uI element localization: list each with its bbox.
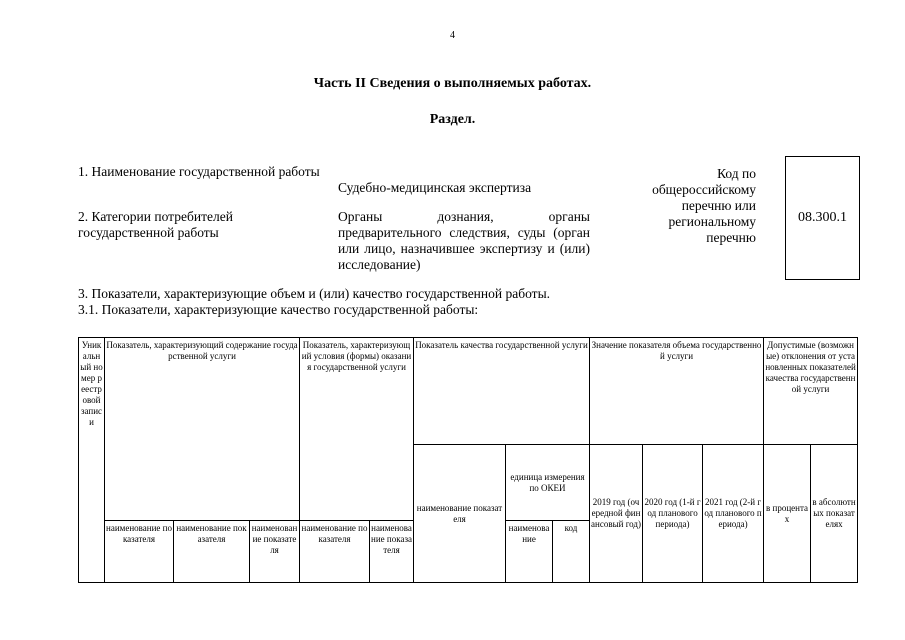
okei-code-header: код [553, 521, 590, 583]
consumers-value: Органы дознания, органы предварительного следствия, суды (орган или лицо, назначившее экспертизу и (или) исследование) [338, 209, 590, 272]
quality-indicators-table [78, 337, 858, 583]
conditions-sub-header-2: наименование показателя [370, 521, 414, 583]
conditions-sub-header-1: наименование показателя [300, 521, 370, 583]
quality-indicator-header: Показатель качества государственной услуги [414, 338, 590, 445]
page-number: 4 [450, 30, 455, 41]
code-box [785, 156, 860, 280]
part-title: Часть II Сведения о выполняемых работах. [313, 76, 592, 91]
section-title: Раздел. [429, 112, 476, 127]
indicators-heading [78, 286, 550, 318]
content-sub-header-1: наименование показателя [105, 521, 174, 583]
consumers-label: 2. Категории потребителей государственной работы [78, 209, 233, 240]
year-2021-header: 2021 год (2-й год планового периода) [703, 445, 764, 583]
code-label: Код по общероссийскому перечню или региональному перечню [652, 166, 756, 245]
work-name-value: Судебно-медицинская экспертиза [338, 180, 532, 195]
content-sub-header-3: наименование показателя [250, 521, 300, 583]
year-2020-header: 2020 год (1-й год планового периода) [643, 445, 703, 583]
deviation-header: Допустимые (возможные) отклонения от установленных показателей качества государственной услуги [764, 338, 858, 445]
conditions-indicator-header: Показатель, характеризующий условия (формы) оказания государственной услуги [300, 338, 414, 521]
quality-name-header: наименование показателя [414, 445, 506, 583]
unique-number-header: Уникальный номер реестровой записи [79, 338, 105, 583]
content-indicator-header: Показатель, характеризующий содержание государственной услуги [105, 338, 300, 521]
okei-unit-header: единица измерения по ОКЕИ [506, 445, 590, 521]
year-2019-header: 2019 год (очередной финансовый год) [590, 445, 643, 583]
content-sub-header-2: наименование показателя [174, 521, 250, 583]
code-value: 08.300.1 [798, 210, 847, 225]
indicators-heading-text: 3. Показатели, характеризующие объем и (или) качество государственной работы. [78, 286, 551, 301]
work-name-label: 1. Наименование государственной работы [78, 164, 320, 179]
absolute-header: в абсолютных показателях [811, 445, 858, 583]
volume-value-header: Значение показателя объема государственной услуги [590, 338, 764, 445]
okei-name-header: наименование [506, 521, 553, 583]
percent-header: в процентах [764, 445, 811, 583]
quality-heading-text: 3.1. Показатели, характеризующие качество государственной работы: [78, 302, 479, 317]
